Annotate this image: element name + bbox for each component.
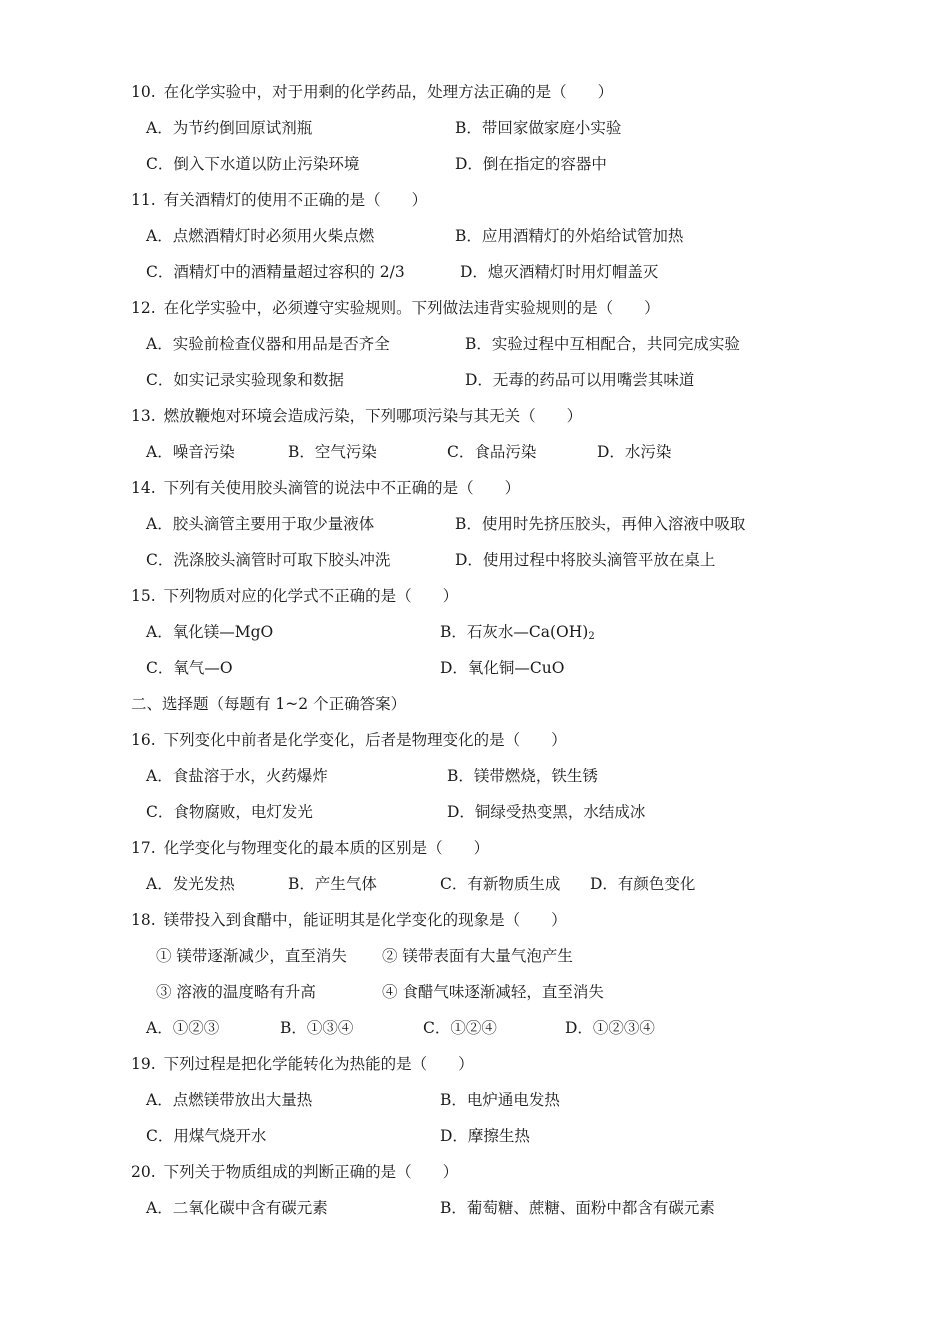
option-a: A．点燃镁带放出大量热 [146,1091,313,1109]
option-a: A．食盐溶于水，火药爆炸 [146,767,328,785]
option-c: C．氧气—O [146,659,233,677]
question-text: 下列过程是把化学能转化为热能的是（ ） [163,1055,474,1073]
statement-3: ③ 溶液的温度略有升高 [156,983,316,1001]
question-text: 下列物质对应的化学式不正确的是（ ） [163,587,459,605]
option-b: B．镁带燃烧，铁生锈 [447,767,598,785]
question-11 [131,188,427,212]
question-17 [131,836,489,860]
option-d: D．氧化铜—CuO [440,659,565,677]
question-number: 18. [131,911,156,929]
option-b-text: B．石灰水—Ca(OH) [440,623,589,641]
option-a: A．①②③ [146,1019,220,1037]
statement-2: ② 镁带表面有大量气泡产生 [382,947,573,965]
option-a: A．胶头滴管主要用于取少量液体 [146,515,375,533]
question-number: 11. [131,191,156,209]
question-text: 在化学实验中，必须遵守实验规则。下列做法违背实验规则的是（ ） [163,299,660,317]
question-text: 下列有关使用胶头滴管的说法中不正确的是（ ） [163,479,521,497]
option-a: A．点燃酒精灯时必须用火柴点燃 [146,227,375,245]
statement-1: ① 镁带逐渐减少，直至消失 [156,947,347,965]
option-b: B．带回家做家庭小实验 [455,119,622,137]
question-text: 有关酒精灯的使用不正确的是（ ） [163,191,428,209]
question-19 [131,1052,474,1076]
question-16 [131,728,567,752]
question-text: 在化学实验中，对于用剩的化学药品，处理方法正确的是（ ） [163,83,614,101]
option-a: A．噪音污染 [146,443,235,461]
question-number: 17. [131,839,156,857]
option-b: B．产生气体 [288,875,377,893]
question-18 [131,908,567,932]
question-15 [131,584,458,608]
option-a: A．发光发热 [146,875,235,893]
option-d: D．有颜色变化 [590,875,696,893]
option-b: B．葡萄糖、蔗糖、面粉中都含有碳元素 [440,1199,715,1217]
question-text: 镁带投入到食醋中，能证明其是化学变化的现象是（ ） [163,911,567,929]
option-d: D．摩擦生热 [440,1127,530,1145]
option-d: D．①②③④ [565,1019,655,1037]
option-c: C．用煤气烧开水 [146,1127,267,1145]
option-c: C．①②④ [423,1019,497,1037]
option-d: D．铜绿受热变黑，水结成冰 [447,803,646,821]
section-heading: 二、选择题（每题有 1~2 个正确答案） [131,695,407,713]
option-c: C．食品污染 [447,443,537,461]
question-number: 10. [131,83,156,101]
option-d: D．倒在指定的容器中 [455,155,607,173]
option-c: C．酒精灯中的酒精量超过容积的 2/3 [146,263,405,281]
option-c: C．有新物质生成 [440,875,561,893]
question-number: 16. [131,731,156,749]
question-number: 12. [131,299,156,317]
option-d: D．水污染 [597,443,672,461]
option-d: D．无毒的药品可以用嘴尝其味道 [465,371,695,389]
option-c: C．洗涤胶头滴管时可取下胶头冲洗 [146,551,391,569]
option-b [440,620,595,644]
question-text: 燃放鞭炮对环境会造成污染，下列哪项污染与其无关（ ） [163,407,583,425]
option-a: A．实验前检查仪器和用品是否齐全 [146,335,390,353]
statement-4: ④ 食醋气味逐渐减轻，直至消失 [382,983,604,1001]
question-text: 化学变化与物理变化的最本质的区别是（ ） [163,839,490,857]
option-d: D．熄灭酒精灯时用灯帽盖灭 [460,263,659,281]
option-b: B．空气污染 [288,443,377,461]
option-c: C．倒入下水道以防止污染环境 [146,155,360,173]
subscript: 2 [588,631,595,642]
option-c: C．如实记录实验现象和数据 [146,371,344,389]
question-number: 14. [131,479,156,497]
question-number: 13. [131,407,156,425]
question-20 [131,1160,458,1184]
question-13 [131,404,582,428]
question-number: 19. [131,1055,156,1073]
option-b: B．电炉通电发热 [440,1091,560,1109]
question-number: 20. [131,1163,156,1181]
option-a: A．二氧化碳中含有碳元素 [146,1199,328,1217]
question-12 [131,296,660,320]
option-b: B．使用时先挤压胶头，再伸入溶液中吸取 [455,515,746,533]
option-a: A．为节约倒回原试剂瓶 [146,119,313,137]
question-14 [131,476,520,500]
question-10 [131,80,613,104]
option-b: B．实验过程中互相配合，共同完成实验 [465,335,740,353]
question-number: 15. [131,587,156,605]
option-a: A．氧化镁—MgO [146,623,274,641]
question-text: 下列关于物质组成的判断正确的是（ ） [163,1163,459,1181]
option-d: D．使用过程中将胶头滴管平放在桌上 [455,551,716,569]
option-c: C．食物腐败，电灯发光 [146,803,313,821]
option-b: B．应用酒精灯的外焰给试管加热 [455,227,684,245]
question-text: 下列变化中前者是化学变化，后者是物理变化的是（ ） [163,731,567,749]
option-b: B．①③④ [280,1019,354,1037]
